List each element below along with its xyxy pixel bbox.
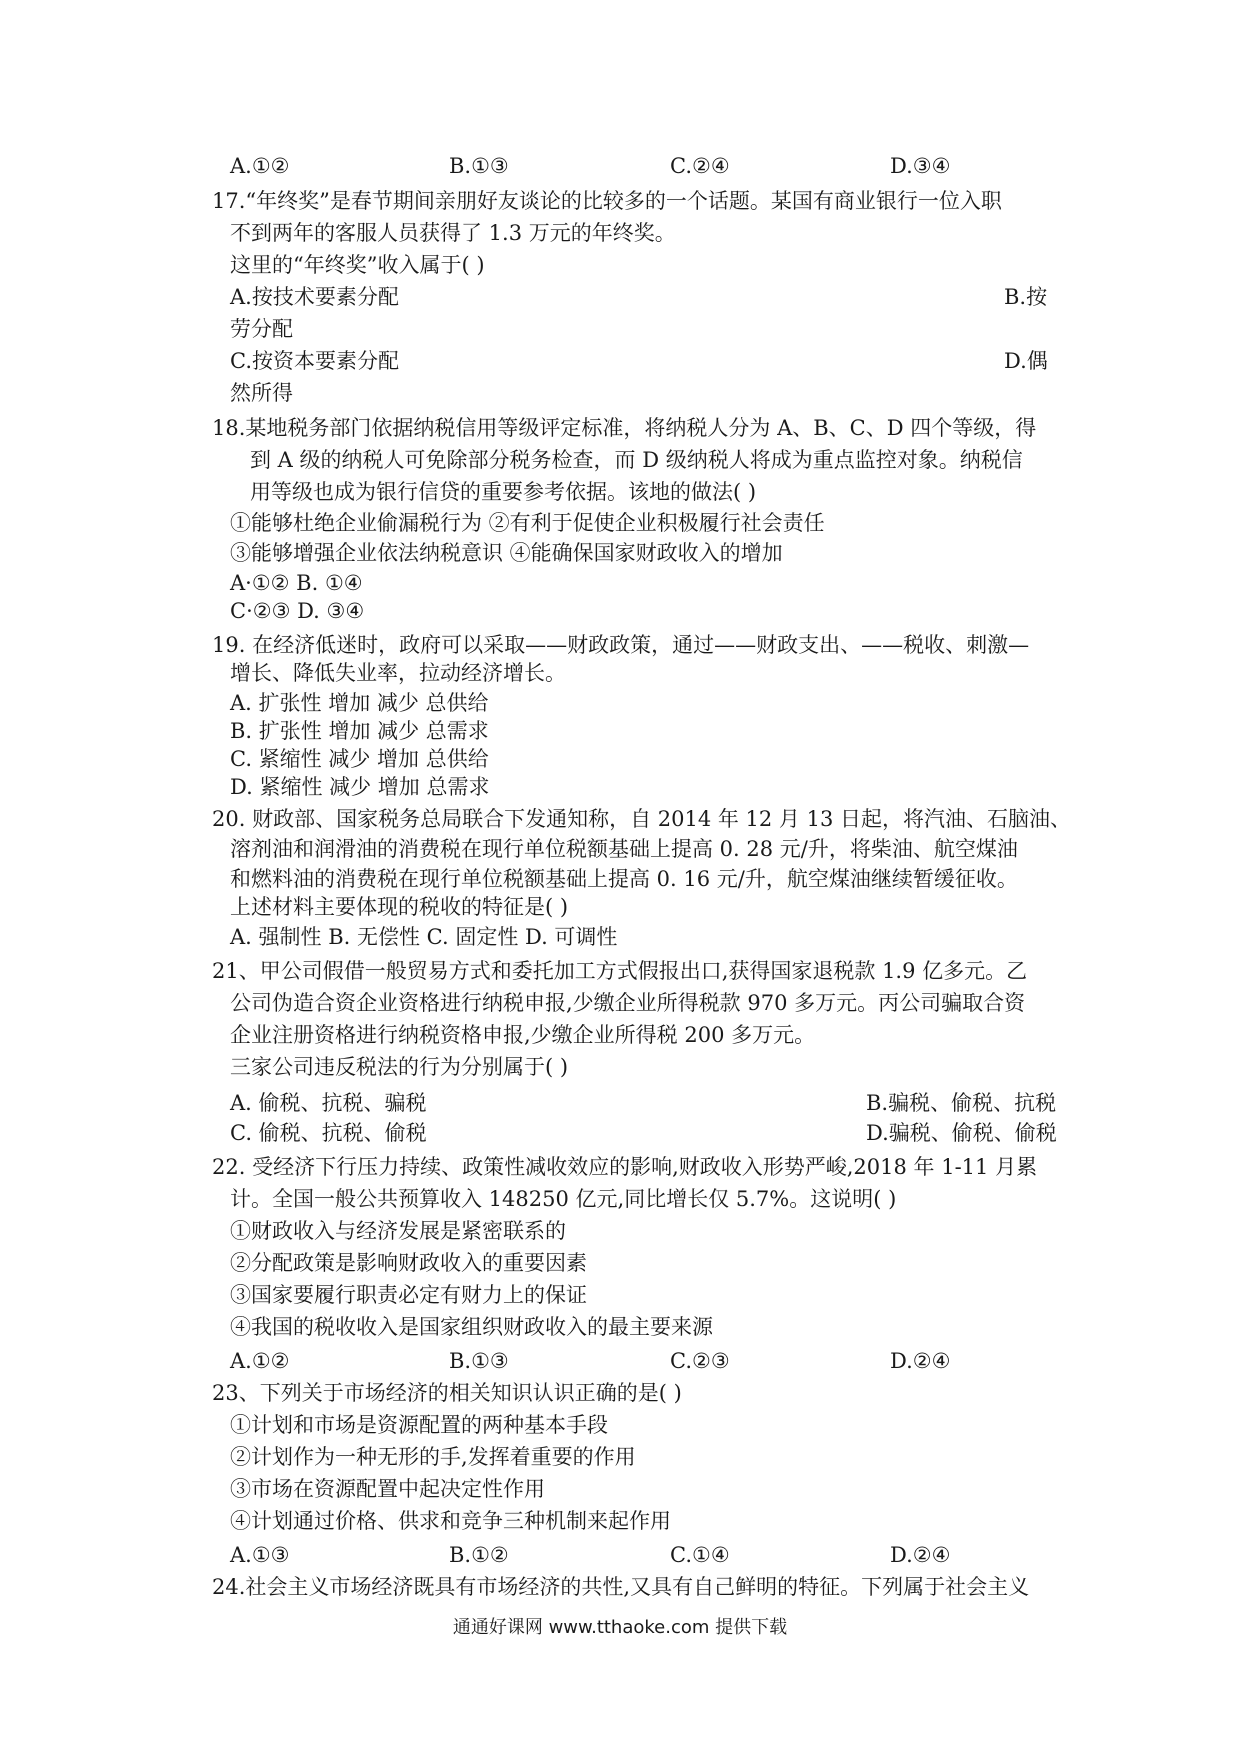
q17-option-a: A.按技术要素分配 <box>230 285 399 309</box>
q19-option-a: A. 扩张性 增加 减少 总供给 <box>230 691 489 715</box>
q16-option-b: B.①③ <box>449 154 509 178</box>
q21-option-a: A. 偷税、抗税、骗税 <box>230 1091 427 1115</box>
q21-stem-line: 21、甲公司假借一般贸易方式和委托加工方式假报出口,获得国家退税款 1.9 亿多元。乙 <box>212 959 1028 983</box>
q21-stem-line: 公司伪造合资企业资格进行纳税申报,少缴企业所得税款 970 多万元。丙公司骗取合资 <box>230 991 1026 1015</box>
q16-option-d: D.③④ <box>890 154 951 178</box>
q23-option-b: B.①② <box>449 1543 509 1567</box>
q19-stem-line: 增长、降低失业率，拉动经济增长。 <box>230 661 566 685</box>
q23-item: ③市场在资源配置中起决定性作用 <box>230 1477 545 1501</box>
q17-option-b-wrap: 劳分配 <box>230 317 293 341</box>
q18-item: ①能够杜绝企业偷漏税行为 ②有利于促使企业积极履行社会责任 <box>230 511 825 535</box>
q19-option-d: D. 紧缩性 减少 增加 总需求 <box>230 775 490 799</box>
q22-item: ④我国的税收收入是国家组织财政收入的最主要来源 <box>230 1315 713 1339</box>
q20-stem-line: 和燃料油的消费税在现行单位税额基础上提高 0. 16 元/升，航空煤油继续暂缓征收。 <box>230 867 1018 891</box>
q18-stem-line: 用等级也成为银行信贷的重要参考依据。该地的做法( ) <box>250 480 757 504</box>
q20-stem-line: 溶剂油和润滑油的消费税在现行单位税额基础上提高 0. 28 元/升，将柴油、航空煤油 <box>230 837 1018 861</box>
q19-stem-line: 19. 在经济低迷时，政府可以采取——财政政策，通过——财政支出、——税收、刺激— <box>212 633 1030 657</box>
q17-stem-line: 这里的“年终奖”收入属于( ) <box>230 253 485 277</box>
q21-stem-line: 企业注册资格进行纳税资格申报,少缴企业所得税 200 多万元。 <box>230 1023 816 1047</box>
q23-item: ④计划通过价格、供求和竞争三种机制来起作用 <box>230 1509 671 1533</box>
q22-options <box>0 1348 1240 1374</box>
q20-stem-line: 上述材料主要体现的税收的特征是( ) <box>230 895 569 919</box>
page-footer: 通通好课网 www.tthaoke.com 提供下载 <box>452 1617 788 1638</box>
q23-option-c: C.①④ <box>670 1543 730 1567</box>
q18-stem-line: 到 A 级的纳税人可免除部分税务检查，而 D 级纳税人将成为重点监控对象。纳税信 <box>250 448 1023 472</box>
q16-options <box>0 153 1240 179</box>
q17-option-d: D.偶 <box>1004 349 1048 373</box>
q21-option-c: C. 偷税、抗税、偷税 <box>230 1121 427 1145</box>
q23-item: ②计划作为一种无形的手,发挥着重要的作用 <box>230 1445 636 1469</box>
q19-option-c: C. 紧缩性 减少 增加 总供给 <box>230 747 489 771</box>
q21-stem-line: 三家公司违反税法的行为分别属于( ) <box>230 1055 569 1079</box>
q17-option-d-wrap: 然所得 <box>230 381 293 405</box>
q17-option-b: B.按 <box>1004 285 1048 309</box>
q23-options <box>0 1542 1240 1568</box>
q22-item: ①财政收入与经济发展是紧密联系的 <box>230 1219 566 1243</box>
q22-stem-line: 计。全国一般公共预算收入 148250 亿元,同比增长仅 5.7%。这说明( ) <box>230 1187 897 1211</box>
q22-item: ③国家要履行职责必定有财力上的保证 <box>230 1283 587 1307</box>
q22-stem-line: 22. 受经济下行压力持续、政策性减收效应的影响,财政收入形势严峻,2018 年 1-11 月累 <box>212 1155 1038 1179</box>
q21-option-b: B.骗税、偷税、抗税 <box>866 1091 1057 1115</box>
q17-stem-line: 17.“年终奖”是春节期间亲朋好友谈论的比较多的一个话题。某国有商业银行一位入职 <box>212 189 1002 213</box>
q16-option-a: A.①② <box>230 154 290 178</box>
q17-stem-line: 不到两年的客服人员获得了 1.3 万元的年终奖。 <box>230 221 676 245</box>
q22-item: ②分配政策是影响财政收入的重要因素 <box>230 1251 587 1275</box>
q24-stem-line: 24.社会主义市场经济既具有市场经济的共性,又具有自己鲜明的特征。下列属于社会主义 <box>212 1575 1030 1599</box>
q22-option-a: A.①② <box>230 1349 290 1373</box>
q23-stem-line: 23、下列关于市场经济的相关知识认识正确的是( ) <box>212 1381 682 1405</box>
q20-stem-line: 20. 财政部、国家税务总局联合下发通知称，自 2014 年 12 月 13 日起，将汽油、石脑油、 <box>212 807 1072 831</box>
q22-option-d: D.②④ <box>890 1349 951 1373</box>
q18-stem-line: 18.某地税务部门依据纳税信用等级评定标准，将纳税人分为 A、B、C、D 四个等级，得 <box>212 416 1037 440</box>
q23-option-d: D.②④ <box>890 1543 951 1567</box>
q22-option-b: B.①③ <box>449 1349 509 1373</box>
q23-option-a: A.①③ <box>230 1543 290 1567</box>
q21-option-d: D.骗税、偷税、偷税 <box>866 1121 1057 1145</box>
q22-option-c: C.②③ <box>670 1349 730 1373</box>
q18-options: A·①② B. ①④ <box>230 571 363 595</box>
q16-option-c: C.②④ <box>670 154 730 178</box>
q20-options: A. 强制性 B. 无偿性 C. 固定性 D. 可调性 <box>230 925 618 949</box>
q19-option-b: B. 扩张性 增加 减少 总需求 <box>230 719 489 743</box>
q17-option-c: C.按资本要素分配 <box>230 349 399 373</box>
q23-item: ①计划和市场是资源配置的两种基本手段 <box>230 1413 608 1437</box>
q18-options: C·②③ D. ③④ <box>230 599 365 623</box>
q18-item: ③能够增强企业依法纳税意识 ④能确保国家财政收入的增加 <box>230 541 783 565</box>
